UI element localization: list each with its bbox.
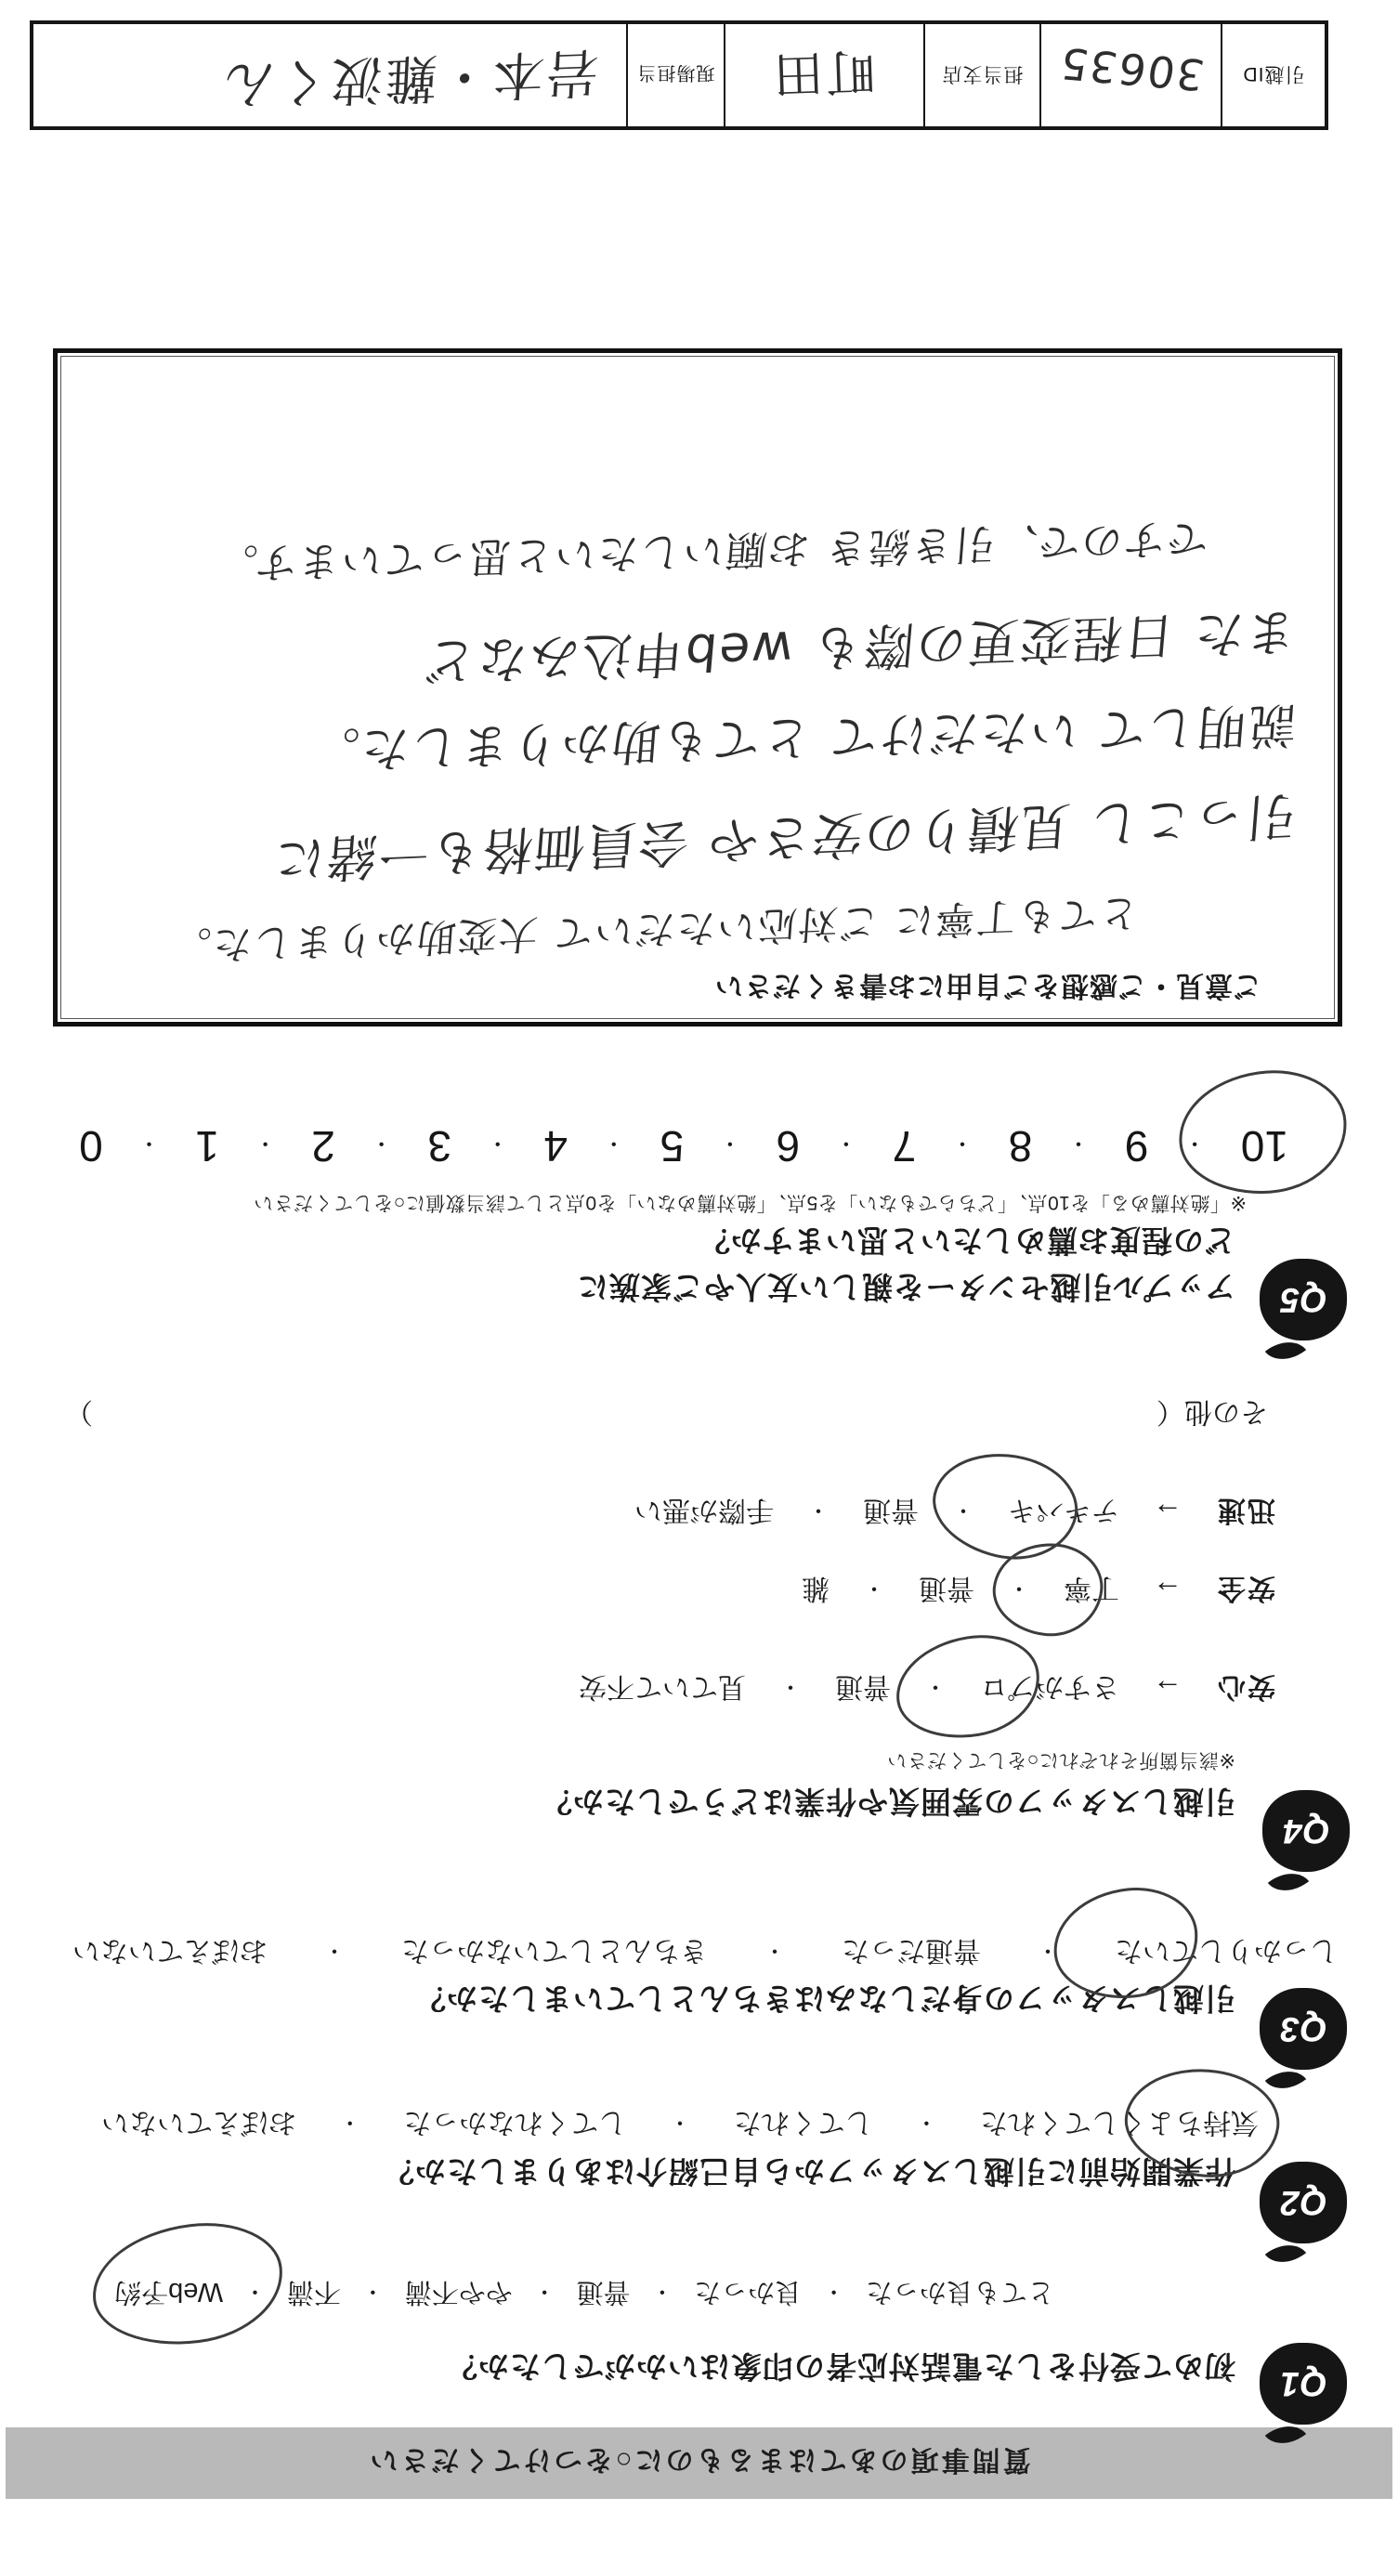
handwritten-branch-name: 町田 <box>771 42 878 105</box>
q1-option: とても良かった <box>865 2277 1054 2307</box>
handwritten-comment-line: また 日程変更の際も web申込みなど <box>421 601 1300 691</box>
branch-value-cell <box>725 24 925 126</box>
q4-apple-icon <box>1262 1790 1350 1872</box>
staff-info-table <box>30 20 1328 130</box>
q4-option: 見ていて不安 <box>579 1671 746 1702</box>
q4-arrow-icon: → <box>1153 1497 1182 1531</box>
scale-value: 1 <box>195 1122 219 1170</box>
handwritten-circle-q4-anshin <box>889 1626 1048 1747</box>
option-separator: ・ <box>822 2279 845 2304</box>
handwritten-move-id: 30635 <box>1054 37 1208 100</box>
q2-question-text: 作業開始前に引越しスタッフから自己紹介はありましたか？ <box>383 2154 1235 2189</box>
scale-separator: ・ <box>486 1131 509 1157</box>
option-separator: ・ <box>533 2279 556 2304</box>
q1-question-text: 初めて受付をした電話対応者の印象はいかがでしたか？ <box>446 2349 1235 2384</box>
q4-other-close: ） <box>65 1396 93 1427</box>
handwritten-comment-line: 説明して いただけて とても助かりました。 <box>307 695 1299 778</box>
scale-separator: ・ <box>834 1131 857 1157</box>
q4-option-selected: さすがプロ <box>980 1671 1119 1702</box>
staff-value-cell <box>33 24 628 126</box>
q4-question-text: 引越しスタッフの雰囲気や作業はどうでしたか？ <box>541 1785 1235 1819</box>
q3-option: きちんとしていなかった <box>401 1935 708 1966</box>
q4-note-text: ※該当箇所それぞれに○をしてください <box>886 1749 1235 1771</box>
handwritten-circle-q1-answer <box>85 2214 290 2355</box>
option-separator: ・ <box>1008 1576 1030 1602</box>
q2-apple-icon <box>1260 2162 1347 2243</box>
option-separator: ・ <box>952 1497 974 1523</box>
scale-separator: ・ <box>1067 1131 1091 1157</box>
scale-value: 7 <box>892 1122 917 1170</box>
comment-box <box>53 348 1342 1026</box>
q5-apple-leaf-icon <box>1265 1331 1306 1371</box>
q1-option-selected: Web予約 <box>114 2277 224 2307</box>
option-separator: ・ <box>764 1938 786 1964</box>
option-separator: ・ <box>863 1576 885 1602</box>
survey-title-text: 質問事項のあてはまるものに○をつけてください <box>367 2444 1031 2476</box>
q4-number: Q4 <box>1282 1812 1330 1850</box>
handwritten-circle-nps-10 <box>1175 1066 1352 1199</box>
move-id-value-cell <box>1041 24 1222 126</box>
q3-question-text: 引越しスタッフの身だしなみはきちんとしていましたか？ <box>414 1981 1235 2016</box>
q5-apple-icon <box>1260 1259 1347 1340</box>
q4-apple-leaf-icon <box>1268 1863 1309 1903</box>
staff-label: 現場担当 <box>636 62 715 84</box>
scale-separator: ・ <box>1183 1131 1207 1157</box>
q4-arrow-icon: → <box>1153 1575 1182 1609</box>
move-id-label-cell <box>1222 24 1325 126</box>
option-separator: ・ <box>669 2110 692 2136</box>
move-id-label: 引越ID <box>1242 63 1305 85</box>
q4-row-label: 安全 <box>1216 1573 1275 1603</box>
q4-option-selected: テキパキ <box>1008 1495 1119 1525</box>
scale-separator: ・ <box>254 1131 277 1157</box>
q2-option: してくれなかった <box>403 2107 627 2138</box>
q1-apple-icon <box>1260 2343 1347 2425</box>
q5-question-line2: どの程度お薦めしたいと思いますか？ <box>699 1223 1235 1258</box>
q2-option: してくれた <box>733 2107 873 2138</box>
scale-value: 9 <box>1124 1122 1149 1170</box>
option-separator: ・ <box>1037 1938 1059 1964</box>
branch-label: 担当支店 <box>941 63 1024 85</box>
q4-option: 普通 <box>863 1495 919 1525</box>
option-separator: ・ <box>807 1497 830 1523</box>
scale-value-selected: 10 <box>1240 1122 1288 1170</box>
handwritten-comment-line: とても丁寧に ご対応いただいて 大変助かりました。 <box>168 889 1140 970</box>
q5-note-text: ※「絶対薦める」を10点、「どちらでもない」を5点、「絶対薦めない」を0点として該当数値に○をしてください <box>253 1192 1247 1213</box>
scale-value: 0 <box>79 1122 103 1170</box>
option-separator: ・ <box>323 1938 346 1964</box>
scale-value: 3 <box>427 1122 451 1170</box>
handwritten-staff-name: 岩本・難波くん <box>219 40 600 115</box>
q1-option: 不満 <box>286 2277 341 2307</box>
q4-option: 普通 <box>835 1671 891 1702</box>
q4-option: 雑 <box>802 1573 830 1603</box>
scale-value: 4 <box>543 1122 568 1170</box>
comment-box-label: ご意見・ご感想をご自由にお書きください <box>714 970 1261 1000</box>
option-separator: ・ <box>338 2110 361 2136</box>
q3-apple-icon <box>1260 1988 1347 2070</box>
q3-number: Q3 <box>1279 2010 1327 2048</box>
option-separator: ・ <box>779 1674 802 1700</box>
q4-row-label: 安心 <box>1216 1671 1275 1702</box>
q4-option: 手際が悪い <box>634 1495 774 1525</box>
scale-value: 2 <box>311 1122 335 1170</box>
scale-separator: ・ <box>602 1131 625 1157</box>
scale-separator: ・ <box>137 1131 161 1157</box>
option-separator: ・ <box>915 2110 938 2136</box>
q4-option: 普通 <box>919 1573 974 1603</box>
staff-label-cell <box>628 24 725 126</box>
q4-other-row <box>65 1394 1268 1435</box>
q4-option-selected: 丁寧 <box>1064 1573 1119 1603</box>
option-separator: ・ <box>243 2279 267 2304</box>
q2-option: おぼえていない <box>101 2107 297 2138</box>
branch-label-cell <box>925 24 1041 126</box>
scale-value: 5 <box>660 1122 685 1170</box>
q3-option: おぼえていない <box>72 1935 268 1966</box>
q5-nps-scale <box>79 1121 1288 1171</box>
scale-value: 6 <box>776 1122 801 1170</box>
q2-number: Q2 <box>1279 2184 1327 2222</box>
handwritten-comment-line: ですので、引き続き お願いしたいと思っています。 <box>213 513 1210 588</box>
survey-title-bar <box>6 2427 1392 2499</box>
q2-option-selected: 気持ちよくしてくれた <box>980 2107 1259 2138</box>
q1-option: 良かった <box>694 2277 803 2307</box>
q1-option: やや不満 <box>404 2277 513 2307</box>
q5-question-line1: アップル引越センターを親しい友人やご家族に <box>576 1270 1235 1304</box>
option-separator: ・ <box>361 2279 385 2304</box>
q3-option: 普通だった <box>842 1935 981 1966</box>
q4-arrow-icon: → <box>1153 1673 1182 1707</box>
q5-number: Q5 <box>1279 1281 1327 1319</box>
q3-option-selected: しっかりしていた <box>1115 1935 1338 1966</box>
scale-value: 8 <box>1008 1122 1033 1170</box>
option-separator: ・ <box>924 1674 947 1700</box>
q4-row-label: 迅速 <box>1216 1495 1275 1525</box>
q4-other-open: その他（ <box>1156 1396 1268 1427</box>
q1-number: Q1 <box>1279 2365 1327 2403</box>
q2-apple-leaf-icon <box>1265 2234 1306 2274</box>
q1-option: 普通 <box>576 2277 631 2307</box>
scale-separator: ・ <box>370 1131 393 1157</box>
q2-options-row <box>101 2105 1259 2146</box>
scale-separator: ・ <box>950 1131 973 1157</box>
option-separator: ・ <box>650 2279 673 2304</box>
scale-separator: ・ <box>718 1131 741 1157</box>
q3-apple-leaf-icon <box>1265 2060 1306 2100</box>
handwritten-comment-line: 引っこし 見積りの安さや 会員価格も一緒に <box>270 785 1299 890</box>
